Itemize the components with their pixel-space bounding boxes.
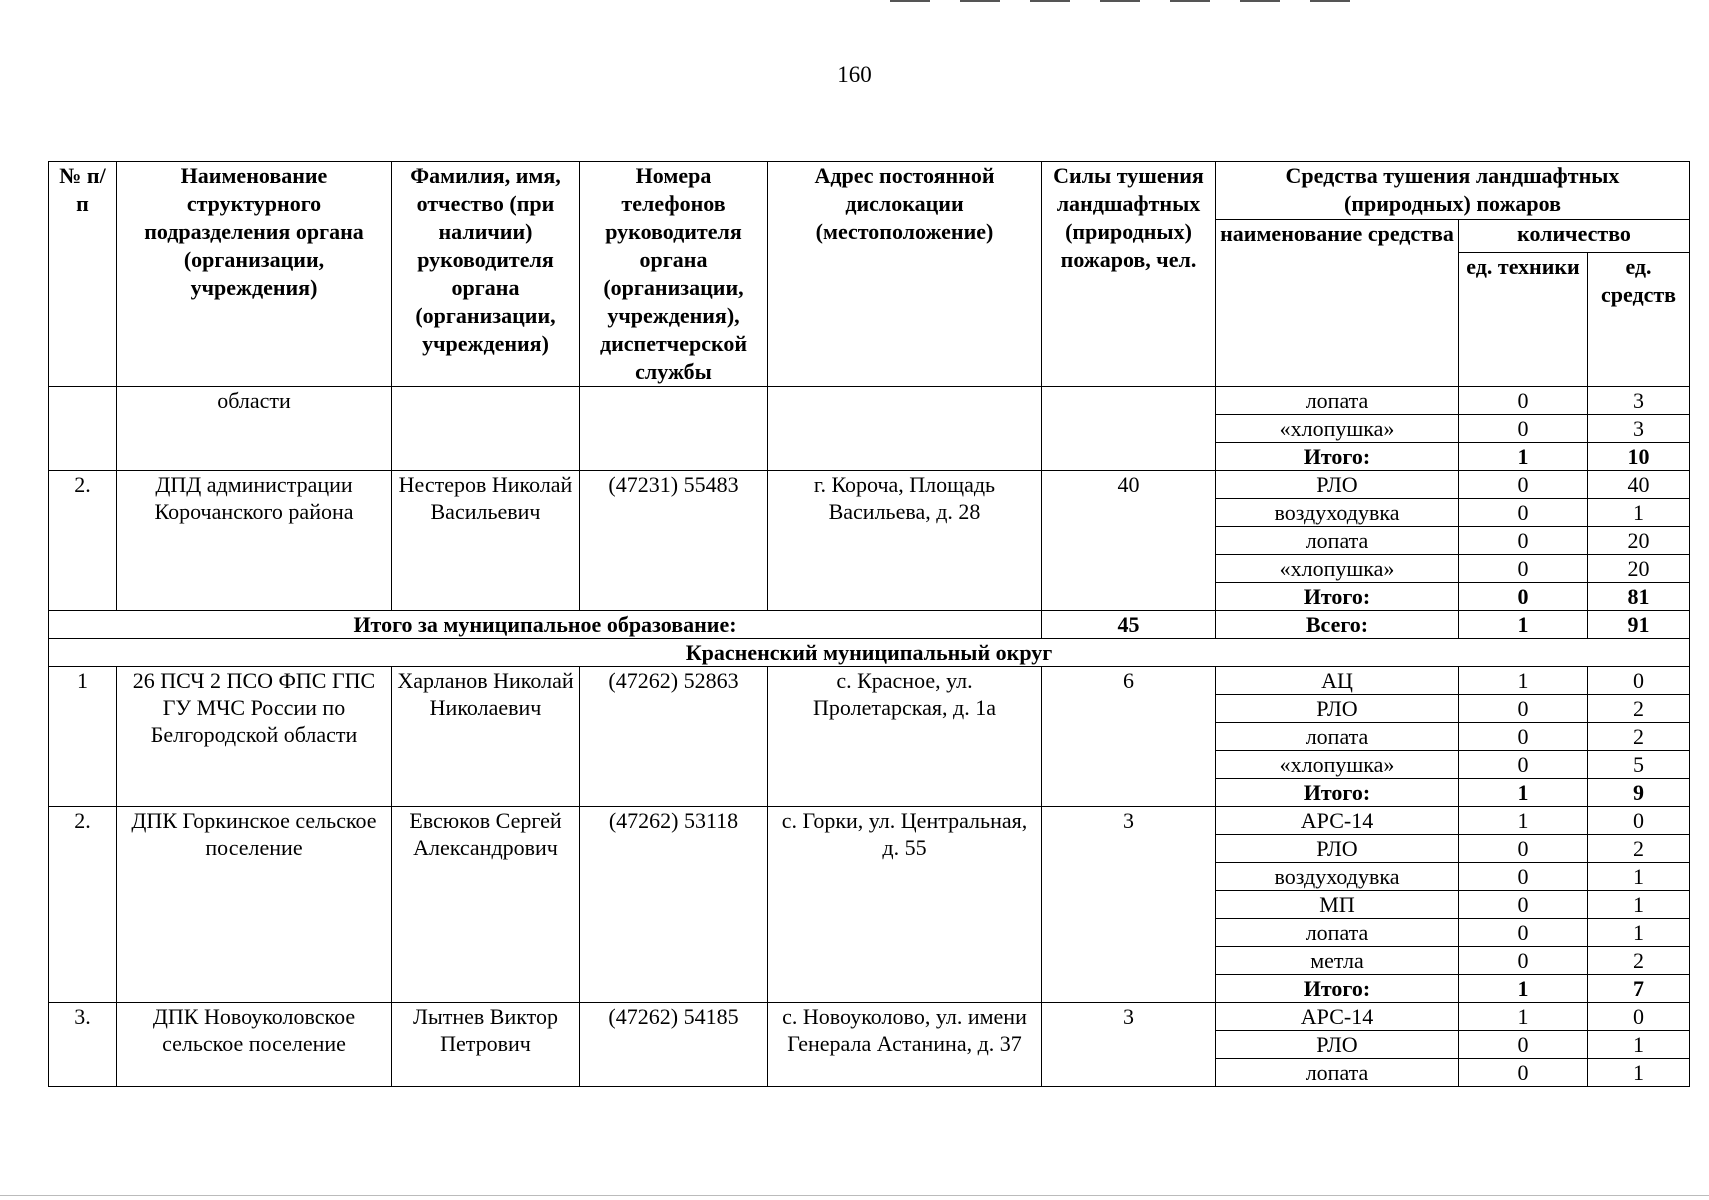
address: с. Новоуколовo, ул. имени Генерала Астанина, д. 37 <box>768 1003 1042 1087</box>
address: с. Красное, ул. Пролетарская, д. 1а <box>768 667 1042 807</box>
equipment-means-count: 3 <box>1588 415 1690 443</box>
header-address: Адрес постоянной дислокации (местоположение) <box>768 162 1042 387</box>
equipment-tech-count: 0 <box>1459 527 1588 555</box>
equipment-name: «хлопушка» <box>1216 555 1459 583</box>
forces-count: 3 <box>1042 1003 1216 1087</box>
equipment-means-count: 1 <box>1588 1031 1690 1059</box>
municipal-total-label: Итого за муниципальное образование: <box>49 611 1042 639</box>
address: г. Короча, Площадь Васильева, д. 28 <box>768 471 1042 611</box>
equipment-name: Итого: <box>1216 583 1459 611</box>
equipment-tech-count: 0 <box>1459 695 1588 723</box>
equipment-tech-count: 0 <box>1459 415 1588 443</box>
equipment-tech-count: 0 <box>1459 863 1588 891</box>
row-number: 2. <box>49 807 117 1003</box>
unit-name: ДПК Горкинское сельское поселение <box>117 807 392 1003</box>
district-title: Красненский муниципальный округ <box>49 639 1690 667</box>
equipment-name: РЛО <box>1216 1031 1459 1059</box>
equipment-means-count: 1 <box>1588 891 1690 919</box>
phone-number: (47262) 53118 <box>580 807 768 1003</box>
page-number: 160 <box>837 62 872 87</box>
head-name: Лытнев Виктор Петрович <box>392 1003 580 1087</box>
phone-number: (47262) 52863 <box>580 667 768 807</box>
equipment-means-count: 0 <box>1588 667 1690 695</box>
table-row <box>49 667 1690 695</box>
header-phones: Номера телефонов руководителя органа (организации, учреждения), диспетчерской службы <box>580 162 768 387</box>
equipment-tech-count: 1 <box>1459 667 1588 695</box>
header-head: Фамилия, имя, отчество (при наличии) руководителя органа (организации, учреждения) <box>392 162 580 387</box>
equipment-tech-count: 0 <box>1459 723 1588 751</box>
header-forces: Силы тушения ландшафтных (природных) пожаров, чел. <box>1042 162 1216 387</box>
equipment-means-count: 9 <box>1588 779 1690 807</box>
equipment-name: «хлопушка» <box>1216 751 1459 779</box>
table-row <box>49 471 1690 499</box>
table-row <box>49 807 1690 835</box>
address <box>768 387 1042 471</box>
equipment-tech-count: 0 <box>1459 919 1588 947</box>
header-units-tech: ед. техники <box>1459 253 1588 387</box>
equipment-means-count: 0 <box>1588 807 1690 835</box>
header-means: Средства тушения ландшафтных (природных) пожаров <box>1216 162 1690 220</box>
equipment-tech-count: 0 <box>1459 947 1588 975</box>
table-row <box>49 1003 1690 1031</box>
unit-name: 26 ПСЧ 2 ПСО ФПС ГПС ГУ МЧС России по Белгородской области <box>117 667 392 807</box>
header-units-means: ед. средств <box>1588 253 1690 387</box>
equipment-means-count: 5 <box>1588 751 1690 779</box>
equipment-name: АРС-14 <box>1216 807 1459 835</box>
equipment-means-count: 1 <box>1588 863 1690 891</box>
equipment-tech-count: 0 <box>1459 583 1588 611</box>
equipment-name: лопата <box>1216 1059 1459 1087</box>
phone-number: (47231) 55483 <box>580 471 768 611</box>
unit-name: области <box>117 387 392 471</box>
scan-bottom-rule <box>0 1195 1709 1196</box>
equipment-means-count: 20 <box>1588 555 1690 583</box>
equipment-means-count: 1 <box>1588 1059 1690 1087</box>
equipment-name: лопата <box>1216 919 1459 947</box>
equipment-means-count: 1 <box>1588 919 1690 947</box>
equipment-means-count: 3 <box>1588 387 1690 415</box>
head-name <box>392 387 580 471</box>
forces-count: 3 <box>1042 807 1216 1003</box>
table-header <box>49 162 1690 387</box>
equipment-name: лопата <box>1216 723 1459 751</box>
district-row <box>49 639 1690 667</box>
equipment-name: воздуходувка <box>1216 499 1459 527</box>
row-number <box>49 387 117 471</box>
header-quantity: количество <box>1459 220 1690 253</box>
equipment-name: РЛО <box>1216 695 1459 723</box>
equipment-means-count: 2 <box>1588 947 1690 975</box>
head-name: Евсюков Сергей Александрович <box>392 807 580 1003</box>
equipment-means-count: 10 <box>1588 443 1690 471</box>
phone-number: (47262) 54185 <box>580 1003 768 1087</box>
equipment-name: метла <box>1216 947 1459 975</box>
equipment-means-count: 2 <box>1588 835 1690 863</box>
municipal-total-means: 91 <box>1588 611 1690 639</box>
equipment-means-count: 0 <box>1588 1003 1690 1031</box>
forces-count <box>1042 387 1216 471</box>
equipment-name: АРС-14 <box>1216 1003 1459 1031</box>
forces-count: 40 <box>1042 471 1216 611</box>
resources-table <box>48 161 1690 1087</box>
equipment-name: лопата <box>1216 527 1459 555</box>
equipment-tech-count: 0 <box>1459 471 1588 499</box>
address: с. Горки, ул. Центральная, д. 55 <box>768 807 1042 1003</box>
scan-top-rule <box>890 0 1360 2</box>
equipment-name: Итого: <box>1216 975 1459 1003</box>
table-body <box>49 387 1690 1087</box>
municipal-total-name: Всего: <box>1216 611 1459 639</box>
row-number: 2. <box>49 471 117 611</box>
equipment-means-count: 20 <box>1588 527 1690 555</box>
equipment-tech-count: 0 <box>1459 751 1588 779</box>
head-name: Харланов Николай Николаевич <box>392 667 580 807</box>
equipment-name: РЛО <box>1216 835 1459 863</box>
phone-number <box>580 387 768 471</box>
municipal-total-forces: 45 <box>1042 611 1216 639</box>
equipment-tech-count: 0 <box>1459 387 1588 415</box>
equipment-means-count: 2 <box>1588 695 1690 723</box>
equipment-name: «хлопушка» <box>1216 415 1459 443</box>
equipment-tech-count: 0 <box>1459 1059 1588 1087</box>
unit-name: ДПД администрации Корочанского района <box>117 471 392 611</box>
equipment-tech-count: 1 <box>1459 443 1588 471</box>
equipment-means-count: 40 <box>1588 471 1690 499</box>
equipment-tech-count: 1 <box>1459 975 1588 1003</box>
forces-count: 6 <box>1042 667 1216 807</box>
equipment-name: МП <box>1216 891 1459 919</box>
header-num: № п/п <box>49 162 117 387</box>
equipment-name: РЛО <box>1216 471 1459 499</box>
equipment-means-count: 81 <box>1588 583 1690 611</box>
head-name: Нестеров Николай Васильевич <box>392 471 580 611</box>
equipment-name: воздуходувка <box>1216 863 1459 891</box>
unit-name: ДПК Новоуколовское сельское поселение <box>117 1003 392 1087</box>
equipment-tech-count: 0 <box>1459 835 1588 863</box>
equipment-tech-count: 0 <box>1459 499 1588 527</box>
municipal-total-row <box>49 611 1690 639</box>
header-unit: Наименование структурного подразделения органа (организации, учреждения) <box>117 162 392 387</box>
equipment-name: Итого: <box>1216 779 1459 807</box>
equipment-tech-count: 1 <box>1459 1003 1588 1031</box>
equipment-tech-count: 0 <box>1459 891 1588 919</box>
equipment-tech-count: 0 <box>1459 1031 1588 1059</box>
equipment-tech-count: 1 <box>1459 807 1588 835</box>
table-row <box>49 387 1690 415</box>
equipment-means-count: 1 <box>1588 499 1690 527</box>
row-number: 1 <box>49 667 117 807</box>
equipment-means-count: 2 <box>1588 723 1690 751</box>
equipment-means-count: 7 <box>1588 975 1690 1003</box>
equipment-name: Итого: <box>1216 443 1459 471</box>
equipment-name: лопата <box>1216 387 1459 415</box>
equipment-tech-count: 1 <box>1459 779 1588 807</box>
row-number: 3. <box>49 1003 117 1087</box>
municipal-total-tech: 1 <box>1459 611 1588 639</box>
equipment-tech-count: 0 <box>1459 555 1588 583</box>
header-means-name: наименование средства <box>1216 220 1459 387</box>
equipment-name: АЦ <box>1216 667 1459 695</box>
